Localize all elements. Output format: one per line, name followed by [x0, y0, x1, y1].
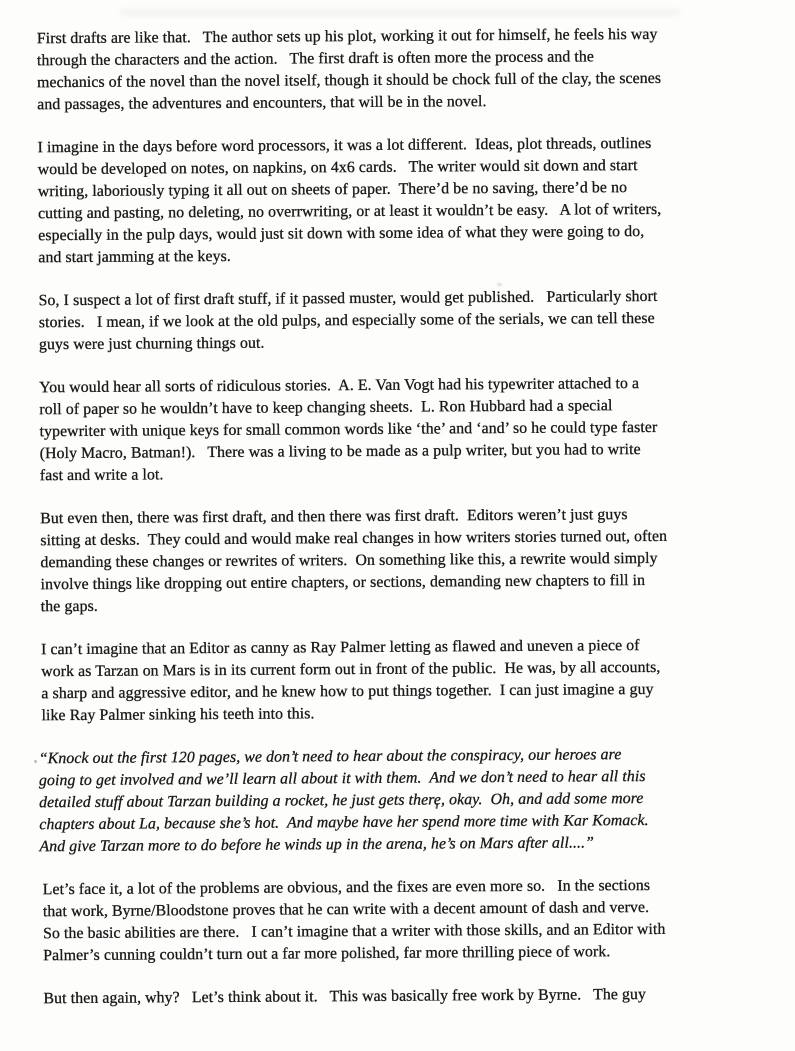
- para-before-word-processors: I imagine in the days before word processors, it was a lot different. Ideas, plot threads, outlines would be developed on notes, on napkins, on 4x6 cards. The writer would sit down and start writing, laboriously typing it all out on sheets of paper. There’d be no saving, there’d be no cutting and pasting, no deleting, no overrwriting, or at least it wouldn’t be easy. A lot of writers, especially in the pulp days, would just sit down with some idea of what they were going to do, and start jamming at the keys.: [37, 134, 662, 267]
- para-first-draft-published: So, I suspect a lot of first draft stuff, if it passed muster, would get published. Particularly short stories. I mean, if we look at the old pulps, and especially some of the serials, we can tell these guys were just churning things out.: [38, 287, 658, 354]
- para-ridiculous-stories: You would hear all sorts of ridiculous stories. A. E. Van Vogt had his typewriter attached to a roll of paper so he wouldn’t have to keep changing sheets. L. Ron Hubbard had a special typewriter with unique keys for small common words like ‘the’ and ‘and’ so he could type faster (Holy Macro, Batman!). There was a living to be made as a pulp writer, but you had to write fast and write a lot.: [39, 375, 658, 485]
- para-fixes-obvious: Let’s face it, a lot of the problems are obvious, and the fixes are even more so. In the sections that work, Byrne/Bloodstone proves that he can write with a decent amount of dash and verve. So the basic abilities are there. I can’t imagine that a writer with those skills, and an Editor with Palmer’s cunning couldn’t turn out a far more polished, far more thrilling piece of work.: [42, 876, 666, 965]
- para-editors: But even then, there was first draft, and then there was first draft. Editors weren’t just guys sitting at desks. They could and would make real changes in how writers stories turned out, often demanding these changes or rewrites of writers. On something like this, a rewrite would simply involve things like dropping out entire chapters, or sections, demanding new chapters to fill in the gaps.: [40, 506, 668, 616]
- para-first-drafts: First drafts are like that. The author sets up his plot, working it out for himself, he feels his way through the characters and the action. The first draft is often more the process and the mechanics of the novel than the novel itself, though it should be chock full of the clay, the scenes and passages, the adventures and encounters, that will be in the novel.: [36, 25, 662, 114]
- para-ray-palmer: I can’t imagine that an Editor as canny as Ray Palmer letting as flawed and uneven a piece of work as Tarzan on Mars is in its current form out in front of the public. He was, by all accounts, a sharp and aggressive editor, and he knew how to put things together. I can just imagine a guy like Ray Palmer sinking his teeth into this.: [41, 637, 661, 725]
- para-editor-quote: “Knock out the first 120 pages, we don’t need to hear about the conspiracy, our heroes are going to get involved and we’ll learn all about it with them. And we don’t need to hear all this detailed stuff about Tarzan building a rocket, he just gets there, okay. Oh, and add some more chapters about La, because she’s hot. And maybe have her spend more time with Kar Komack. And give Tarzan more to do before he winds up in the arena, he’s on Mars after all....”: [38, 746, 649, 856]
- para-free-work: But then again, why? Let’s think about it. This was basically free work by Byrne. The guy: [43, 986, 647, 1008]
